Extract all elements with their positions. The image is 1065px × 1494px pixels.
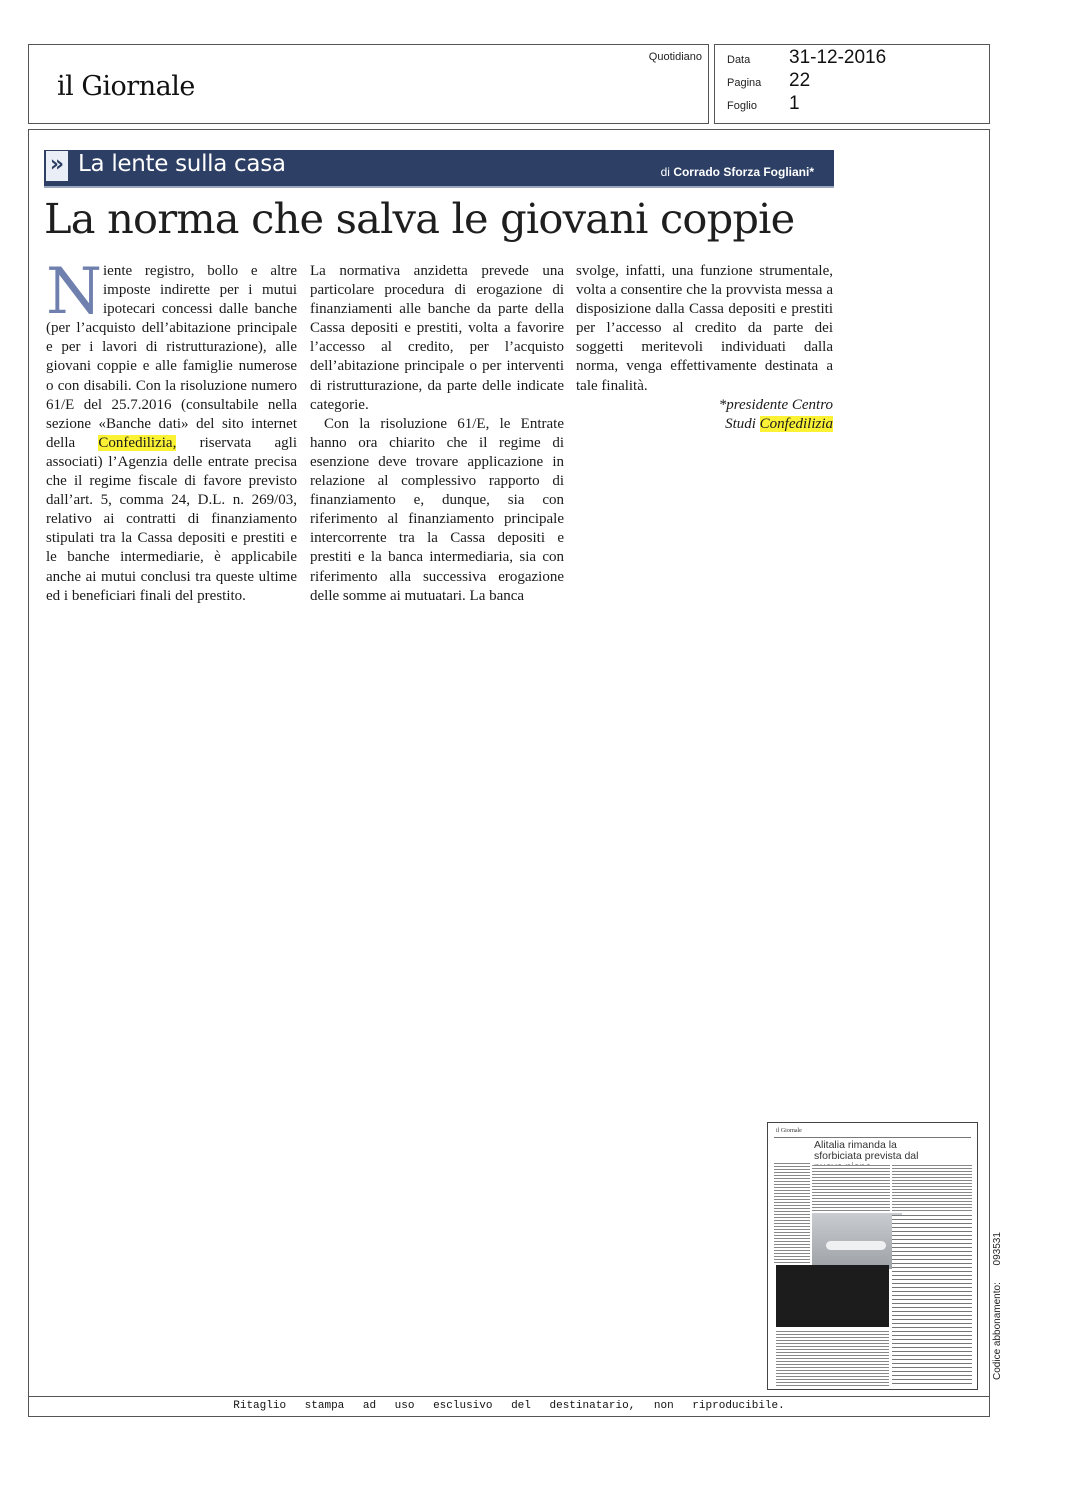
thumbnail-table — [892, 1215, 972, 1387]
byline — [661, 165, 814, 179]
article-column-2 — [310, 262, 564, 606]
thumbnail-rule — [774, 1137, 971, 1138]
byline-prefix: di — [660, 165, 670, 179]
article-column-3 — [576, 262, 833, 434]
date-label: Data — [727, 54, 751, 66]
article-paragraph-1 — [46, 255, 297, 606]
sheet-value: 1 — [789, 93, 800, 114]
byline-author: Corrado Sforza Fogliani* — [673, 165, 814, 179]
drop-cap: N — [46, 255, 102, 329]
highlighted-confedilizia: Confedilizia, — [98, 434, 177, 451]
thumbnail-text-block — [812, 1165, 890, 1211]
header-meta-box — [714, 44, 990, 124]
thumbnail-logo: il Giornale — [776, 1128, 802, 1134]
page-value: 22 — [789, 70, 811, 91]
article-paragraph-continuation: La normativa anzidetta prevede una particolare procedura di erogazione di finanziamenti alle banche da parte della Cassa depositi e prestiti, volta a favorire l’accesso al credito, per l’acquisto dell’abitazione principale o per interventi di ristrutturazione, da parte delle indicate categorie. — [310, 263, 564, 413]
subscription-label: Codice abbonamento: — [992, 1282, 1003, 1380]
header-left-box — [28, 44, 709, 124]
article-column-1 — [46, 255, 297, 606]
masthead-logo: il Giornale — [57, 71, 195, 102]
meta-page-row — [727, 70, 810, 92]
sheet-label: Foglio — [727, 100, 757, 112]
section-title: La lente sulla casa — [78, 151, 286, 177]
paragraph-1-continuation: riservata agli associati) l’Agenzia delle entrate precisa che il regime fiscale di favore previsto dall’art. 5, comma 24, D.L. n. 269/03, relativo ai contratti di finanziamento stipulati tra la Cassa depositi e prestiti e le banche intermediarie, è applicabile anche ai mutui conclusi tra queste ultime ed i beneficiari finali del prestito. — [46, 434, 297, 604]
signature-line-2 — [576, 415, 833, 434]
thumbnail-text-block — [774, 1163, 810, 1263]
signature-highlight: Confedilizia — [759, 415, 833, 432]
subscription-code — [992, 1220, 1003, 1380]
page-thumbnail — [767, 1122, 978, 1390]
publication-type: Quotidiano — [648, 51, 702, 63]
meta-date-row — [727, 47, 886, 69]
chevron-right-icon: » — [46, 151, 68, 181]
date-value: 31-12-2016 — [789, 47, 887, 68]
article-paragraph-3: Con la risoluzione 61/E, le Entrate hanno ora chiarito che il regime di esenzione deve trovare applicazione in relazione al complessivo rapporto di finanziamento e, dunque, sia con riferimento al finanziamento principale intercorrente tra la Cassa depositi e prestiti e la banca intermediaria, sia con riferimento alla successiva erogazione delle somme ai mutuatari. La banca — [310, 415, 564, 604]
signature-prefix: Studi — [725, 415, 756, 432]
article-headline: La norma che salva le giovani coppie — [44, 194, 795, 243]
signature-line-1: *presidente Centro — [718, 396, 833, 413]
thumbnail-headline: Alitalia rimanda la sforbiciata prevista dal — [814, 1139, 919, 1162]
subscription-value: 093531 — [992, 1232, 1003, 1266]
thumbnail-dark-box — [776, 1265, 889, 1327]
page-label: Pagina — [727, 77, 762, 89]
meta-sheet-row — [727, 93, 800, 115]
thumbnail-text-block — [776, 1331, 889, 1387]
footer-notice: Ritaglio stampa ad uso esclusivo del destinatario, non riproducibile. — [29, 1396, 989, 1416]
airplane-icon — [826, 1241, 886, 1250]
section-banner — [44, 150, 834, 188]
paragraph-1-text: iente registro, bollo e altre imposte indirette per i mutui ipotecari concessi dalle banche (per l’acquisto dell’abitazione principale e per i lavori di ristrutturazione), alle giovani coppie e alle famiglie numerose o con disabili. Con la risoluzione numero 61/E del 25.7.2016 (consultabile nella sezione «Banche dati» del sito internet della — [46, 263, 297, 451]
article-paragraph-continuation: svolge, infatti, una funzione strumentale, volta a consentire che la provvista messa a disposizione dalla Cassa depositi e prestiti per l’accesso al credito da parte dei soggetti meritevoli individuati dalla norma, venga effettivamente destinata a tale finalità. — [576, 263, 833, 394]
thumbnail-text-block — [892, 1165, 972, 1211]
